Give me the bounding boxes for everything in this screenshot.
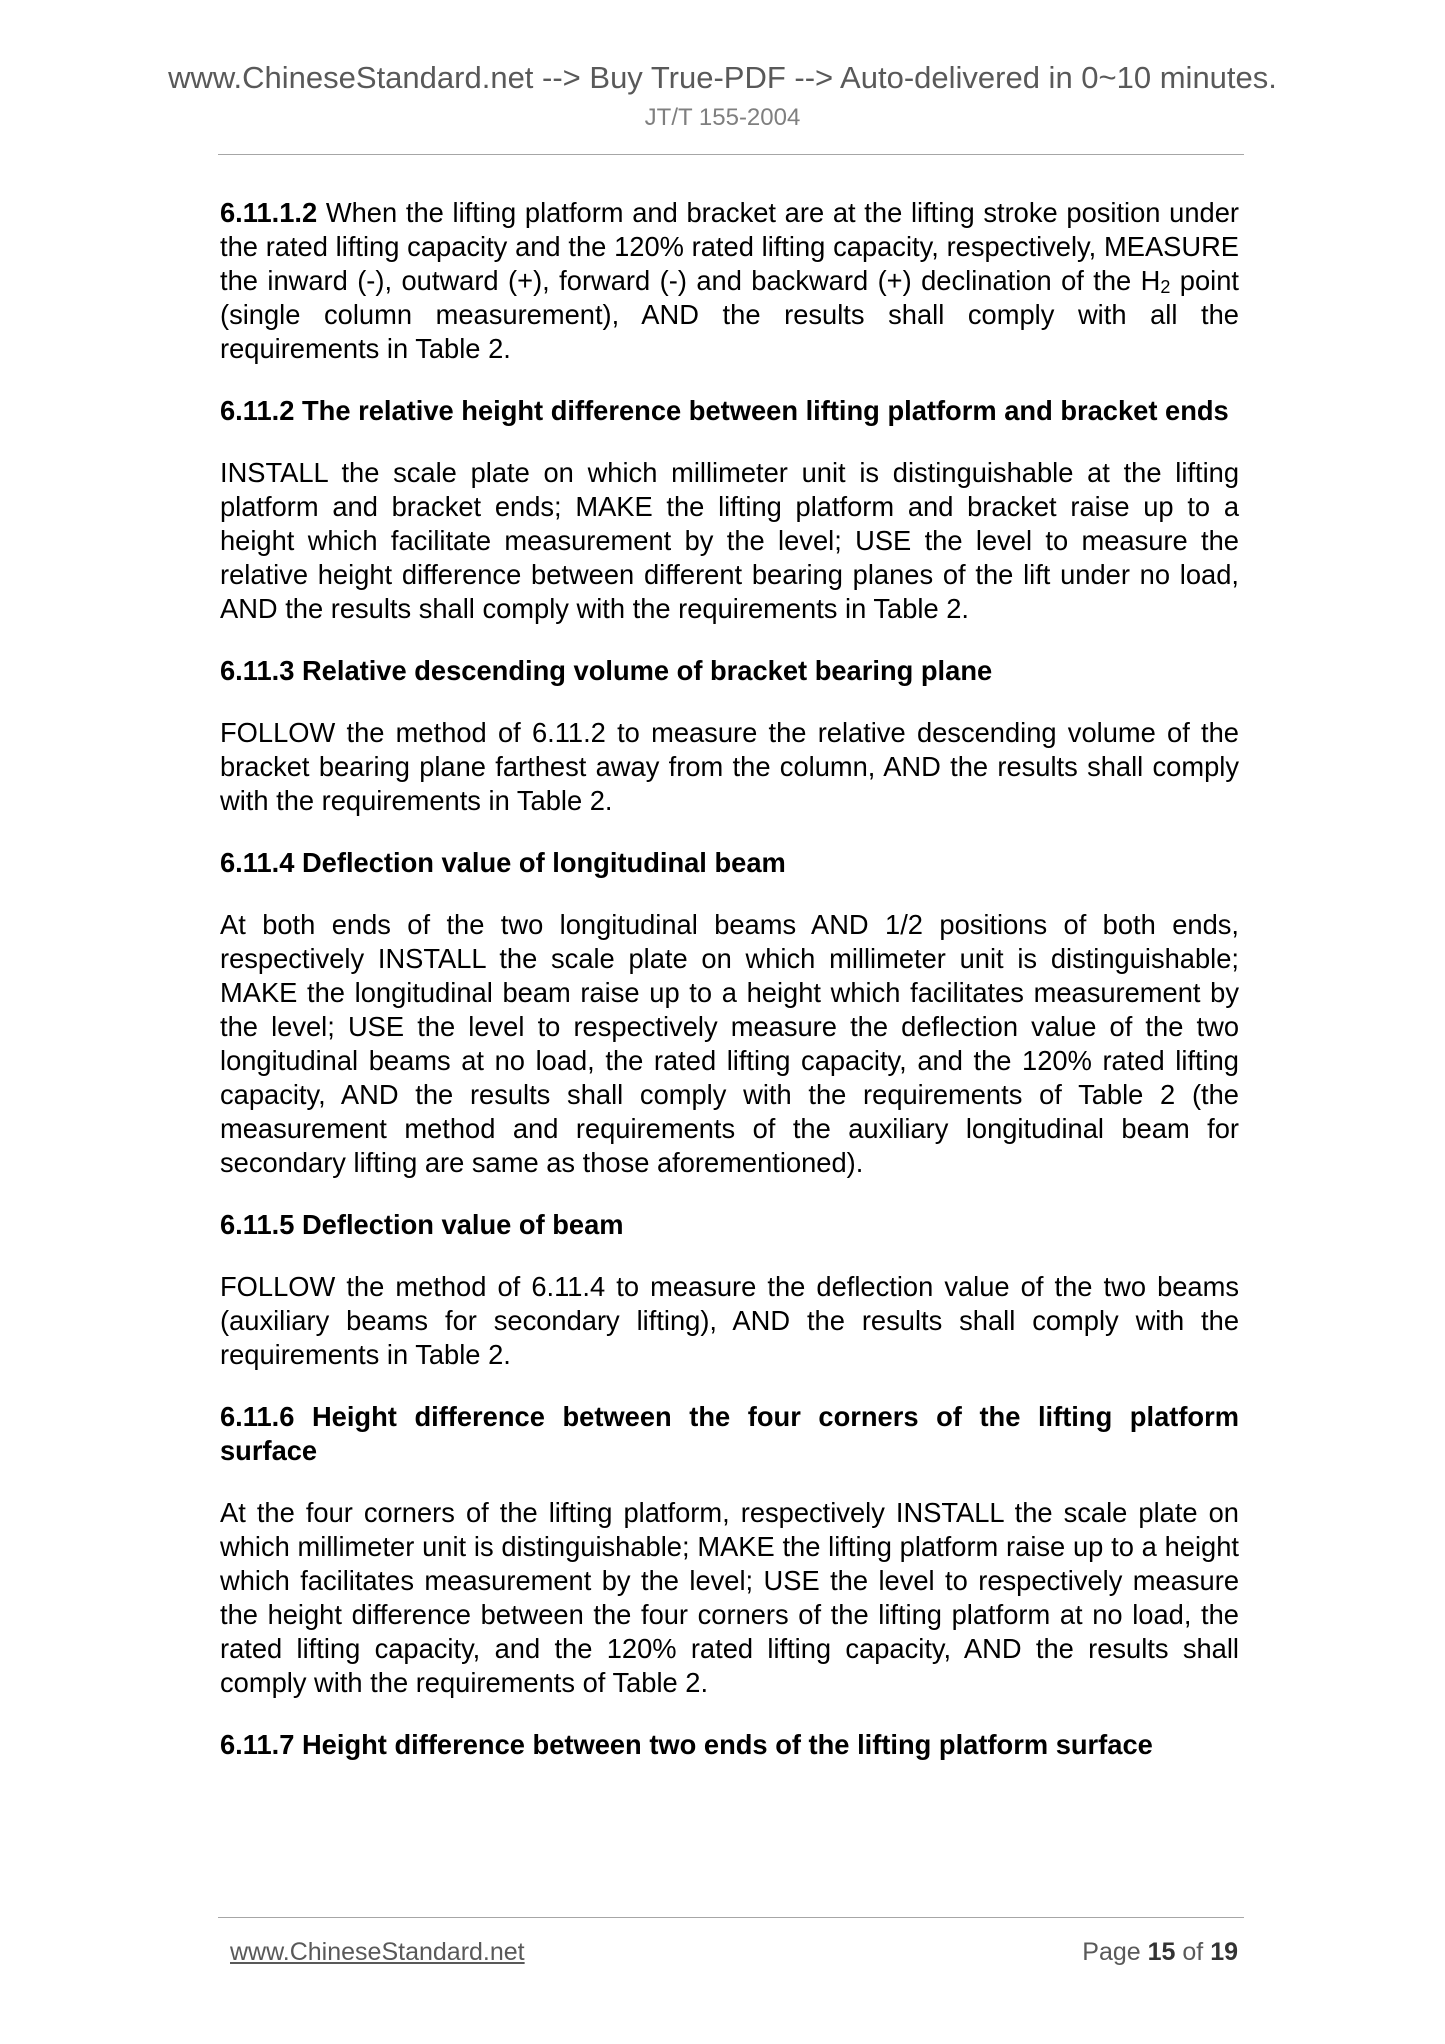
subscript: 2: [1160, 277, 1171, 297]
standard-code: JT/T 155-2004: [644, 104, 801, 131]
heading-6-11-2: 6.11.2 The relative height difference between lifting platform and bracket ends: [220, 395, 1229, 426]
body-6-11-5: FOLLOW the method of 6.11.4 to measure the deflection value of the two beams (auxiliary beams for secondary lifting), AND the results shall comply with the requirements in Table 2.: [220, 1271, 1239, 1370]
document-body: [220, 196, 1239, 1790]
header-rule: [218, 154, 1244, 155]
heading-6-11-4: 6.11.4 Deflection value of longitudinal beam: [220, 847, 786, 878]
footer-link[interactable]: www.ChineseStandard.net: [230, 1938, 525, 1966]
body-6-11-2: INSTALL the scale plate on which millimeter unit is distinguishable at the lifting platform and bracket ends; MAKE the lifting platform and bracket raise up to a height which facilitate measurement by the level; USE the level to measure the relative height difference between different bearing planes of the lift under no load, AND the results shall comply with the requirements in Table 2.: [220, 457, 1239, 624]
clause-text: When the lifting platform and bracket are at the lifting stroke position under the rated lifting capacity and the 120% rated lifting capacity, respectively, MEASURE the inward (-), outward (+), forward (-) and backward (+) declination of the H: [220, 197, 1239, 296]
heading-6-11-6: 6.11.6 Height difference between the four corners of the lifting platform surface: [220, 1401, 1239, 1466]
heading-6-11-5: 6.11.5 Deflection value of beam: [220, 1209, 624, 1240]
total-pages: 19: [1210, 1938, 1238, 1966]
heading-6-11-7: 6.11.7 Height difference between two ends of the lifting platform surface: [220, 1729, 1153, 1760]
clause-6-11-1-2: [220, 196, 1239, 366]
heading-6-11-3: 6.11.3 Relative descending volume of bracket bearing plane: [220, 655, 993, 686]
clause-number: 6.11.1.2: [220, 197, 318, 228]
body-6-11-6: At the four corners of the lifting platform, respectively INSTALL the scale plate on which millimeter unit is distinguishable; MAKE the lifting platform raise up to a height which facilitates measurement by the level; USE the level to respectively measure the height difference between the four corners of the lifting platform at no load, the rated lifting capacity, and the 120% rated lifting capacity, AND the results shall comply with the requirements of Table 2.: [220, 1497, 1239, 1698]
clause-text-cont: point (single column measurement), AND the results shall comply with all the requirements in Table 2.: [220, 265, 1239, 364]
header-banner[interactable]: www.ChineseStandard.net --> Buy True-PDF --> Auto-delivered in 0~10 minutes.: [168, 60, 1277, 95]
body-6-11-4: At both ends of the two longitudinal beams AND 1/2 positions of both ends, respectively INSTALL the scale plate on which millimeter unit is distinguishable; MAKE the longitudinal beam raise up to a height which facilitates measurement by the level; USE the level to respectively measure the deflection value of the two longitudinal beams at no load, the rated lifting capacity, and the 120% rated lifting capacity, AND the results shall comply with the requirements of Table 2 (the measurement method and requirements of the auxiliary longitudinal beam for secondary lifting are same as those aforementioned).: [220, 909, 1239, 1178]
page-header: [0, 58, 1445, 134]
page-number: Page 15 of 19: [1082, 1938, 1238, 1966]
footer-rule: [218, 1917, 1244, 1918]
body-6-11-3: FOLLOW the method of 6.11.2 to measure the relative descending volume of the bracket bearing plane farthest away from the column, AND the results shall comply with the requirements in Table 2.: [220, 717, 1239, 816]
current-page: 15: [1147, 1938, 1176, 1966]
